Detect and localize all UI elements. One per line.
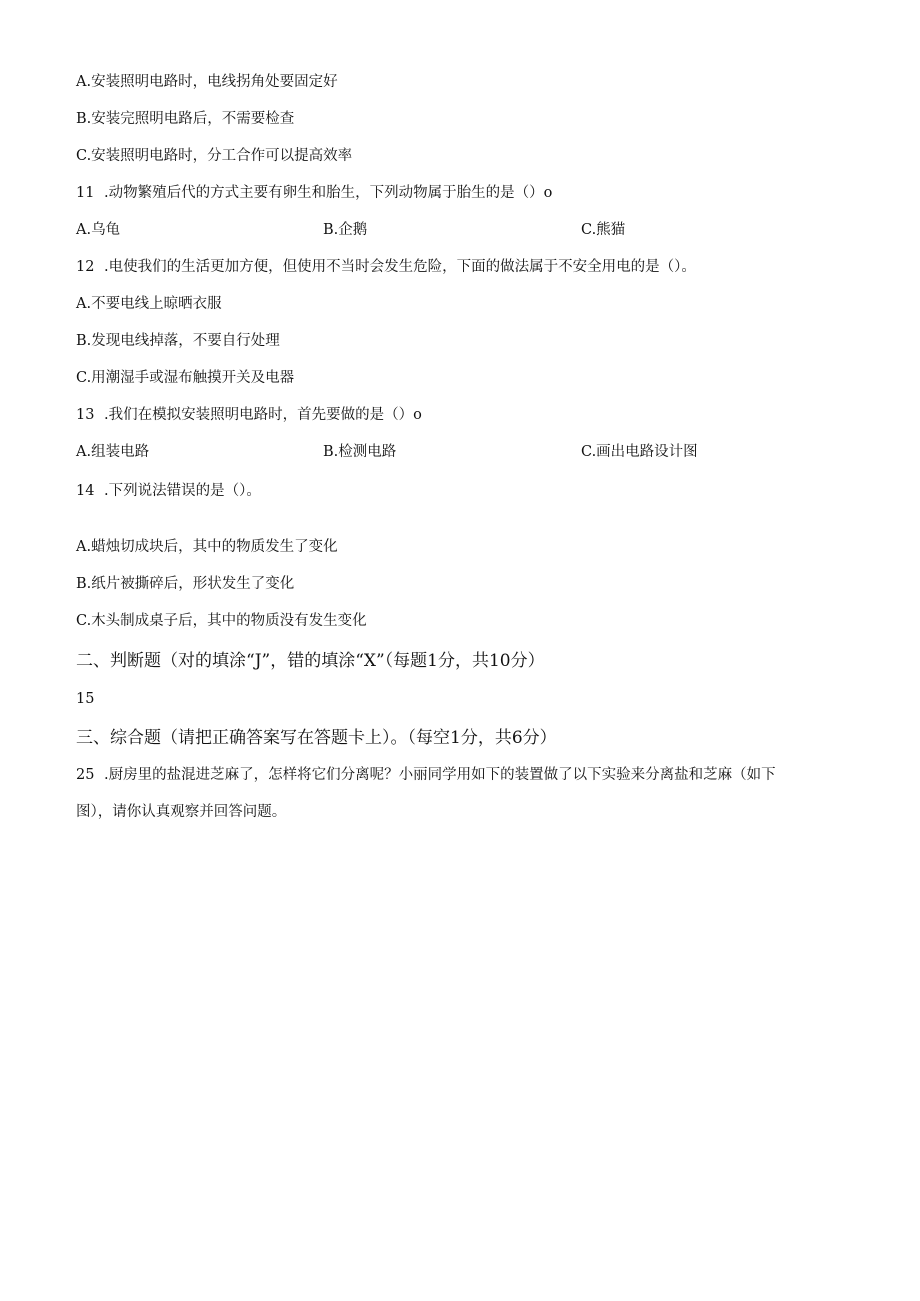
section3-heading: 三、综合题（请把正确答案写在答题卡上）。（每空1分，共6分）	[76, 728, 557, 748]
q25-number: 25	[76, 767, 95, 783]
q12-option-b: B.发现电线掉落，不要自行处理	[76, 333, 280, 349]
q11-number: 11	[76, 185, 95, 201]
q15-number: 15	[76, 691, 95, 707]
q14-option-b: B.纸片被撕碎后，形状发生了变化	[76, 576, 295, 592]
q10-option-a: A.安装照明电路时，电线拐角处要固定好	[76, 74, 338, 90]
q11-option-a: A.乌龟	[76, 222, 121, 238]
q10-option-b: B.安装完照明电路后，不需要检查	[76, 111, 295, 127]
q14-text: .下列说法错误的是（）。	[104, 483, 261, 499]
q13-text: .我们在模拟安装照明电路时，首先要做的是（）o	[104, 407, 422, 423]
q25-stem-line1	[76, 765, 776, 785]
q14-stem	[76, 481, 261, 501]
q25-stem-line2: 图），请你认真观察并回答问题。	[76, 804, 287, 820]
q12-stem	[76, 257, 696, 277]
q13-number: 13	[76, 407, 95, 423]
q13-option-c: C.画出电路设计图	[581, 444, 698, 460]
q12-number: 12	[76, 259, 95, 275]
q10-option-c: C.安装照明电路时，分工合作可以提高效率	[76, 148, 353, 164]
q11-option-b: B.企鹅	[323, 222, 368, 238]
q14-number: 14	[76, 483, 95, 499]
q13-stem	[76, 405, 422, 425]
section2-heading: 二、判断题（对的填涂“J”，错的填涂“X”（每题1分，共10分）	[76, 651, 545, 671]
q13-option-b: B.检测电路	[323, 444, 397, 460]
q12-option-a: A.不要电线上晾晒衣服	[76, 296, 222, 312]
q12-option-c: C.用潮湿手或湿布触摸开关及电器	[76, 370, 295, 386]
q25-text-line1: .厨房里的盐混进芝麻了，怎样将它们分离呢？小丽同学用如下的装置做了以下实验来分离盐和芝麻（如下	[104, 767, 776, 783]
q12-text: .电使我们的生活更加方便，但使用不当时会发生危险，下面的做法属于不安全用电的是（）。	[104, 259, 696, 275]
q11-stem	[76, 183, 552, 203]
q13-option-a: A.组装电路	[76, 444, 150, 460]
q11-option-c: C.熊猫	[581, 222, 626, 238]
q14-option-a: A.蜡烛切成块后，其中的物质发生了变化	[76, 539, 338, 555]
q14-option-c: C.木头制成桌子后，其中的物质没有发生变化	[76, 613, 367, 629]
q11-text: .动物繁殖后代的方式主要有卵生和胎生，下列动物属于胎生的是（）o	[104, 185, 553, 201]
